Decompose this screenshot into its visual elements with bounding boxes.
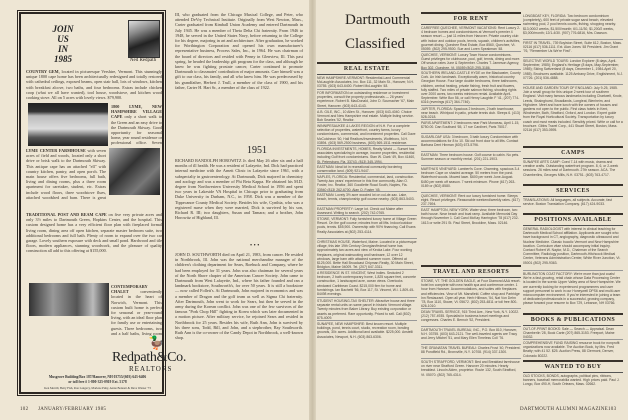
house-photo — [28, 103, 108, 146]
listing-title: COUNTRY GEM, — [26, 69, 60, 74]
ad-for-rent: JUPITER, FLORIDA: Spacious 2 bedroom, 2 bath townhouse, near beach. Whirlpool in patio, private tennis club. Sleeps 6. (413) 528-0218. — [421, 107, 520, 120]
section-title — [345, 12, 410, 53]
ad-travel: FIRST IN TRAVEL, 739 Boylston Street, Suite 612, Boston, Mass. 02116 (617) 536-1111. Ext. Alan Jones '48 President. Jim Grant '76, "Remember Us We're First". — [523, 41, 623, 58]
section-rule — [421, 12, 521, 14]
ad-travel: SELECTIVE WORLD TOURS: London Explorer (8 days, April-September, 1985); England's Heritage (8 days, May-September, 1985); Skiing Switzerland (8 days, December 1, 1984-April 20, 1985). Brochures available. 1125 Ambany Drive, Englishment, N.J. 07726. (201) 536-4888. — [523, 59, 623, 85]
section-rule — [523, 146, 623, 148]
headline-line: US — [57, 34, 69, 44]
ad-for-rent: SUGARLOAF USA: 3 bedroom, 3 bath luxury Condominium with accommodations for 8 to 10. Ski out front door to all lifts. Contact Barbara Dent Hinman (603) 673-5796. — [421, 135, 521, 152]
section-rule — [523, 313, 623, 315]
ad-real-estate: NAPLES, FLORIDA: Residential, commercial, land, construction. Twenty-two years' experience in this fine community. Alan O. Foster, Inc. Realtor, 360 Goodlette Road South, Naples, Fla. 33940 (813) 262-6700. Alan O. Foster '45. — [317, 175, 417, 192]
join-us-headline — [43, 24, 83, 64]
heading-real-estate: REAL ESTATE — [317, 66, 417, 75]
listing-body: located in picturesque Vershire, Vermont. This stunningly unique 1800 cape home has been architecturally redesigned and totally restored with cathedral ceilings, exposed beams, open stair hall, lots of windows, kitchen with breakfast alcove, two baths, and four bedrooms. Extras include chicken coop (what we all have wanted), tool house, woodstove, and kitchen wood cooking stove. All on 5 acres with lovely views. $79,900. — [26, 69, 162, 100]
heading-positions: POSITIONS AVAILABLE — [523, 217, 623, 226]
magazine-name: DARTMOUTH ALUMNI MAGAZINE — [520, 407, 609, 412]
ad-travel: LONGBOAT KEY, FLORIDA: Two bedroom condominium (completely), 600 feet of private sugar sand beach, elevated swimming pool, 2 pool tennis courts, fishing, shopping nearby. $13,000/2 weeks, $1,500/month; 6/1-11/30, $1,200/2 weeks, $3,000/month; 12/1-4/30. (907) 776-6816, Mrs. Dawson. — [523, 14, 623, 40]
ad-travel: DEAN TRAVEL SERVICE, 915 Third Ave., New York, N.Y. 10022. (212) 757-4935. Specialist in business travel meetings and congresses. Charles E. Bernoir '52, President. — [421, 310, 521, 327]
listing-lyme-cape — [111, 104, 162, 146]
page-number-right: 103 — [608, 407, 617, 412]
heading-services: SERVICES — [523, 188, 623, 197]
redpath-address: Musgrove Building/Box 187/Hanover, NH 03755/(603) 643-6406 — [48, 375, 147, 379]
ad-real-estate: WINNIPESAUKEE & LAKES REGION of N.H. For a complete selection of properties, waterfront, country farms, luxury condominiums, commercial, and investment properties. Call Dave McCutcheon '60, Hall Realtors/Investments, Wolfeboro, N.H. 03894. (603) 569-2500 business, (603) 569-1511 residence. — [317, 124, 416, 145]
separator: • • • — [250, 243, 260, 249]
listing-post-and-beam — [26, 212, 162, 280]
ad-wanted: OLD STOCKS, BONDS, autographs, political pins, ribbons, banners, baseball memorabilia wanted. High prices paid. Paul J. Longo, Box 490-H, South Orleans, Mass. 02662. — [523, 374, 620, 387]
ad-for-rent: QUECHEE, VERMONT: Luxury Town House condominiums. Guest privileges for clubhouse, pool, golf, tennis, dining and more. Off season rates June & September. Charles T. Jameson Agency, Box 302, Quechee, Vt. 05059 (802) 295-3186. — [421, 53, 521, 70]
heading-travel: TRAVEL AND RESORTS — [421, 269, 521, 278]
section-rule — [317, 62, 417, 64]
title-line: Classified — [345, 36, 405, 52]
goose-logo-icon: 🦆 — [148, 335, 165, 350]
ad-real-estate: A RESIDENCE IN ST. VINCENT, West Indies. Secluded 2 bedroom, 2 bath contemporary home, 1,825 square feet, concrete construction, 1 landscaped acre, ocean views. Overlooks windward Caribbean Coast. $215,000 firm for home and furnishings. Ian Bachetti '56, Box 117, St. Vincent, W.I. 1-809-45-84498 evenings. — [317, 271, 416, 297]
headline-line: JOIN — [52, 24, 74, 34]
realtors-label: REALTORS — [129, 365, 173, 373]
listing-title: TRADITIONAL POST AND BEAM CAPE — [26, 212, 107, 217]
title-line: Dartmouth — [345, 12, 410, 28]
obituary-southworth: JOHN D. SOUTHWORTH died on April 21, 1983, from cancer. He resided in Northbrook, Ill. John was the national merchandise manager of the children's clothing department for Sears, Roebuck and Company, where he had been employed for 31 years. John was also chairman for several years of the North Shore chapter of the American Cancer Society. John came to Dartmouth from West Lafayette, Ind., where his father founded and ran a landmark bookstore, Southworth's, for over 50 years. It is still a bookstore — now called Follett's. At Dartmouth, John majored in economics and was a member of Dragon and the golf team as well as Sigma Chi fraternity. After Dartmouth, John went to work for Sears, but then he served in the army during the Korean conflict. John was one of the few survivors of the famous "Pork Chop Hill" fighting in Korea which was later documented in a motion picture. After military service, he rejoined Sears and resided in Northbrook for 25 years. Besides his wife, Ruth Ann, John is survived by his three sons, Todd, Bill, and John, and a stepbrother, Ray Southworth. Ruth Ann is the co-owner of the Candy Depot in Northbrook, a well-known shop. — [175, 252, 303, 341]
ad-real-estate: SUNAPEE, NEW HAMPSHIRE: Best known resort. Multiple buildings, pond, tennis court, studio, recreation room, bowling grounds, 30± acres. Additional land available. $225,000. Anstelli Associates, Newport, N.H. (603) 863-6306. — [317, 322, 413, 339]
ad-for-rent: EASTMAN: Three bedroom house. Golf course to cabin. No pets. Summer season or monthly rental. (201) 221-1903. — [421, 153, 521, 166]
headline-line: IN — [57, 44, 68, 54]
listing-body: with seven acres of field and woods, located only a short drive or brisk walk to the Dartmouth Skiway. This antique cape has an attached "ell" with country kitchen, pantry, and open porch. The main house offers five bedrooms, full bath, living and dining rooms, plus a three room apartment for caretaker, student, etc. Extras include wood floors, three woodstove flues, attached woodshed and barn. There is great — [26, 148, 106, 200]
class-year-heading: 1951 — [247, 145, 267, 156]
heading-for-rent: FOR RENT — [421, 16, 521, 25]
obituary-carter-hart: III, who graduated from the Chicago Musical College, and Peter, who attended DeVry Technical Institute. Originally from West Newton, Mass., Carter graduated from Kimball Union Academy and entered Dartmouth in July 1945. He was a member of Theta Delta Chi fraternity. From 1946 to 1948, he served in the United States Navy, before returning to the College for his degree, majoring in art and architecture. After graduation, he worked for Worthington Corporation and opened his own manufacturer's representative business, Process Sales, Inc., in 1964. He was chairman of the board of directors and resided with Penny in Glenview, Ill. This past spring, he headed the leadership gift program for the class, and although he knew he was fighting prostate cancer, Carter continued to promote Dartmouth to classmates' contribution of major amounts. Carr himself was a gift to our class, his family, and all who knew him. He was predeceased by his grandfather, Herbert J. Trull, a member of the class of 1900, and his father, Carter H. Hart Sr., a member of the class of 1922. — [175, 12, 303, 90]
ad-travel: THE GRANATAN TRAVEL BUREAU: Charles Frost '40, President. 88 Pondfield Rd., Bronxville, N.Y. 10708. (914) 337-1300. — [421, 346, 521, 359]
ad-real-estate: NEW HAMPSHIRE-VERMONT: Residential-Land Commercial McLaughlin Associates, Inc. Box 111, 32 Main St., Hanover, N.H. 03755. (603) 643-6400. Robert McLaughlin '48. — [317, 76, 417, 90]
ad-for-rent: QUECHEE, VERMONT: Rent our luxury furnished home. Sleeps eight. Resort privileges. Reasonable weekend/weekly rates. (617) 237-7694. — [421, 194, 520, 207]
ad-real-estate: EASTMAN: Ideal lot in recreational community bordering conservation land. (609) 921-9447. — [317, 165, 417, 174]
listing-title: LYME CENTER FARMHOUSE — [26, 148, 86, 153]
heading-wanted: WANTED TO BUY — [523, 364, 623, 373]
chalet-photo — [29, 283, 109, 316]
listing-title: CONTEMPORARY CHALET — [111, 284, 148, 295]
listing-body: only a short walk to the Green and an easy drive to the Dartmouth Skiway. Good opportunity for seasonal home, year round residence or professional office. Seven — [111, 114, 162, 146]
ad-real-estate: FOR INFORMATION on outstanding residence or investment properties, consult the property professionals — 26 years' experience. Robert B. MacDonald, John D. Scumacher '67, Main Street, Hanover. (603) 643-4143. — [317, 91, 417, 109]
portrait-caption: Ned Redpath — [129, 58, 157, 63]
ad-travel: SOUTH STRAFFORD, VERMONT: Bed and Breakfast farmhouse on river near Strafford Green. Hanover 20 minutes. Hearty breakfast. Lincoln Alden, proprietor. Route 132, South Strafford, Vt. 05070. (802) 765-4314. — [421, 360, 520, 377]
ad-for-rent: CAREFREE QUECHEE, VERMONT VACATIONS: Rent Luxury 2-4 bedroom homes and condominiums at Vermont's premier 4 season resort — just 11 miles from Hanover. Private country club with indoor and outdoor pools, tennis, squash, children's activities, gourmet dining. Quechee Real Estate, Box 8560, Quechee, Vt. 05059. (802) 295-9500. Sue and Loren Speakman '48. — [421, 26, 521, 52]
listing-title: 1800 LYME, NEW HAMPSHIRE VILLAGE CAPE — [111, 104, 162, 120]
ad-for-rent: PARIS APARTMENT: 2 bedrooms near Park Monceau, April 1-15, $750.00. Dan Southard '65, 17 rue Cardinet, Paris 75017. — [421, 121, 521, 134]
ad-for-rent: EAST HAMPTON, NEW YORK: Water view, three bedroom, two bath house. Near beach and boat ramp. Available Memorial Day through November 1. Call Carol McKay Harrington '78 (617) 232-1613 or write 291 St. Paul Street, Brookline, Mass. 02146. — [421, 208, 519, 225]
ad-real-estate: CHRISTMAS HOUSE, Waterford, Maine. Located in a picturesque village, this late 19th Century Georgian/federal home has approximately two acres and view of Keoka Lake. Four working fireplaces, original wainscoting and hardware, 12 over 12 windows, large barn with attached summer room. Offered at $125,000. Bette Hall Broadcast Chipman Realty, 30 Main Street, Bridgton, Maine 04009. Tel. (207) 647-3311. — [317, 240, 417, 270]
ad-travel: STOWE, VT. THE GOLDEN EAGLE, at Four Diamond AAA resort-hotel inn complete with new health spa and conference center. 1 hour from Hanover. Accommodations, and suites with fireplaces and efficiencies. View of Mt. Mansfield. Coffee shop and Partridge Inn Restaurant. Open all year. Herb Hillman, '54, Nat Von Dehn '78, Box 1110, Stowe, Vt. 05672. (802) 253-4811 or toll free 800-626-1010. — [421, 279, 521, 309]
section-rule — [523, 360, 623, 362]
ad-positions: BURLINGTON COAT FACTORY: We're more than just coats! We're a fast-growing, retail chain whose Data Processing Center is located in the scenic Upper Valley area of New Hampshire. We are currently looking for experienced programmers and user support personnel to work in our Honeywell DPS6 and multi-user microcomputer environment. If you're interested in joining a team of dedicated professionals in a successful, growing company, please forward your resume to Box 729, Lebanon, NH 03766. — [523, 272, 621, 306]
farmhouse-photo — [109, 148, 160, 195]
ad-real-estate: EASTMAN PROPERTY: Large lot. Check out Maine after Assessed. Writing to search. (202) 742-0765. — [317, 207, 417, 216]
listing-lyme-farmhouse — [26, 148, 106, 200]
section-rule — [523, 184, 623, 186]
ad-travel: DARTMOUTH TRAVEL BUREAU, INC., P.O. Box 810, Hanover, N.H. 03755. (603) 643-2121. The well-traveled agents are Tracy and Jerry Mitchel '51, and Mary Ellen Timeless Coll '76. — [421, 328, 521, 345]
ad-real-estate: A.B. GILE, INC., 10 Allen St., Hanover. (603) 643-4040. Choice Vermont and New Hampshire real estate. Multiple listing service. Bob Searles '52, Realtor. — [317, 110, 417, 123]
ad-for-rent: MARTHA'S VINEYARD: Lambert's Cove. Charming, spacious 3-4 bedroom Cape on shaded acreage. 50 meters from the pond. Waterfront woods. Mowed lawn. $600 per week June-August. $450 per week off season. 7 week minimum. Phone (617) 263-0189 or (802) 8580. — [421, 167, 521, 193]
headline-line: 1985 — [54, 54, 72, 64]
ad-books: OUT-OF-PRINT BOOKS: Sale — Search — Appraisal. Dean Chamberlin '28, Book Carte (207) 865-3153. Freeport, Maine 04032. — [523, 327, 623, 340]
redpath-tollfree: or toll free # 1-800-325-0919 Ext. 5178 — [68, 380, 127, 384]
page-gutter — [309, 0, 316, 420]
page-number-left: 102 — [20, 407, 29, 412]
portrait-photo — [128, 20, 160, 58]
obituary-horowitz: RICHARD RANDOLPH HOROWITZ Jr. died May 26 after six and a half months of ill health. He was a resident of Lafayette, Ind. Dick had practiced internal medicine with the Arnett Clinic in Lafayette since 1961, with a subspecialty in gastroenterology. At Dartmouth, Dick majored in chemistry and zoology and was a member of Phi Beta Kappa. He obtained his M.D. degree from Northwestern University Medical School in 1956 and spent two years in Lakeside VA Hospital in Chicago prior to graduating from Duke University in Durham, N.C., in 1958. Dick was a member of the Tippecanoe County Medical Society. Besides his wife, Cynthia, who was a registered nurse when they were married, Dick is survived by his son, Richard R. III; two daughters, Susan and Tamara; and a brother, John Horowitz of Highland, Ill. — [175, 158, 303, 221]
ad-services: TRANSLATIONS: All languages, all subjects. Accurate, fast service. Boston Translation Company. (617) 424-9033. — [523, 198, 612, 207]
listing-contemporary-chalet — [111, 284, 162, 336]
redpath-agents: Ken Merrill, Betty Fish, Ron Langevy, Marlene Puhy, Annie Bennett & Dave Warner '73 — [44, 386, 151, 390]
ad-travel: HOUSE AND GARDEN TOUR OF ENGLAND: July 9-25, 1985. Join a small group for this unique 2 week tour of southern England. Visit many famous landmarks including Chartwell, Knole, Leeds, Sissinghurst, Broadlands, Longleat, Blenheim, and Highclere. Meet and have lunch with the owners of houses and gardens not open to the public. First class hotels in Kent, Winchester, Bath, Stratford, Oxford, and London. Expert guide from the Royal Horticultural Society. Transportation by luxury coach and most meals included. Sensibly priced. Write or call for a brochure. Gibbs Travel Corp., 441 Stuart Street, Boston, Mass. 02116 (617) 353-0595. — [523, 86, 623, 133]
ad-positions: GENERAL RADIOLOGIST with interest in clinical teaching for Dartmouth Medical School affiliation. Applicants are sought who have background in CT, angiography, diagnostic ultrasound and Nuclear Medicine. Classic bucolic Vermont and New Hampshire location. Curriculum vitae should accompany initial inquiry. Contact Robert W. Naylor, M.D., Chairman of the Search Committee, Radiology position, Dartmouth-Hitchcock Medical Center, Veterans Administration Center, White River Junction, Vt. 05001 (802) 295-9363. — [523, 227, 623, 271]
ad-real-estate: EASTMAN: Lovely 3½ acre wooded lot on cul-de-sac. Lake, beach, tennis, championship golf course nearby. (603) 863-5403. — [317, 193, 417, 206]
ad-camps: SUNAPEE ARTS CAMP: Coed 7-14 with music, drama and creative crafts. Outstanding waterfront program. 8, 6, or 2-week sessions. 26 miles east of Dartmouth. 27th season. ACA. The Chamberlins, Georges Mills, N.H. 03751. (603) 763-4717. — [523, 160, 619, 177]
heading-books: BOOKS & PUBLICATIONS — [523, 317, 623, 326]
ad-books: COMPREHENSIVE FUND RAISING resource book for nonprofit organizations now available. The Auction Book, by Mrs. Fred Beatty; with 41 52. $25. Auction Press, 88 Clermont, Denver, Colorado 80222. — [523, 341, 620, 358]
section-rule — [421, 265, 521, 267]
ad-real-estate: STUDENT HOUSING-TAX SHELTER: Attractive house and three separate rental units on same parcel in historic Vermont village. Twenty minutes from Baker Library. Buy existing corporation or assets as preferred. Rare opportunity. Priced to sell. Call (802) 875-4009. — [317, 299, 417, 321]
ad-real-estate: STOWE, VERMONT: Fully furnished luxury home at Village Green Resort. On the golf course; minutes from all lifts. Indoor/outdoor pools, tennis. $55,900. Ownership with 90% financing. Call Evans Realty Associates at (802) 253-4114. — [317, 217, 417, 239]
listing-body: on five very private acres and only 3½ miles to Dartmouth Green, Hopkins Center, and the hospital. This custom designed home has a very efficient floor plan with fireplaced formal living room, dining area off open kitchen, separate master bedroom suite, two additional bedrooms and full bath. Plenty of room to expand over the two car garage. Lovely southern exposure with deck and small pond. Hardwood and tile floors, modern appliances, stunning woodwork, and the pleasure of quality construction all add to this offering at $155,000. — [26, 212, 162, 254]
ad-real-estate: FLORIDA INVESTMENTS, HOMES, Realty World — Sunset has associates specializing in acreage, income properties, residential including Gulf front condominiums. Stan W. Clark '49, Box 41460, St. Petersburg, Fla. 33743. (813) 345-1994. — [317, 147, 416, 164]
listing-body: conveniently located in the heart of Norwich, Vermont. This custom built home is perfect for seasonal or year-round living, with an ideal floor plan for family use or entertaining guests. Three bedrooms, two and a half baths, living room — [111, 289, 162, 336]
section-rule — [523, 213, 623, 215]
ad-for-rent: SOUTHERN IRELAND-CASTLE HYDE on the Blackwater, County Cork. An Irish landmark. Exceptionally warm, historical country Georgian House. Four large double bedrooms, three bathrooms, children, central heating, private fishing, fresh fruit and flowers, fully staffed. Two miles of private salmon fishing, shooting rights over 2000 acres, two weeks minimum rental. Available April-September. Write Box 56, or call Henry Laughlin F '41, (207) 774-6316 (evenings (617) 364-7746). — [421, 71, 521, 105]
issue-date: JANUARY/FEBRUARY 1985 — [38, 407, 107, 412]
redpath-logo: Redpath&Co. — [112, 350, 187, 365]
listing-country-gem — [26, 69, 162, 100]
heading-camps: CAMPS — [523, 150, 623, 159]
